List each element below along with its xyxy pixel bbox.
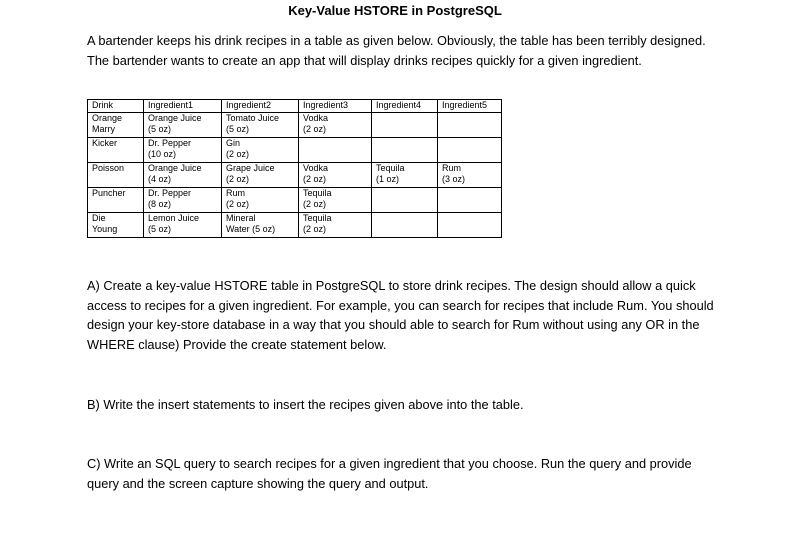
table-cell xyxy=(372,138,438,163)
table-cell xyxy=(372,113,438,138)
cell-text: Vodka xyxy=(303,163,329,173)
cell-text: Poisson xyxy=(92,163,125,173)
table-cell xyxy=(438,113,502,138)
cell-text: Grape Juice xyxy=(226,163,275,173)
table-cell xyxy=(299,213,372,238)
cell-text: Dr. Pepper xyxy=(148,188,192,198)
cell-text: Young xyxy=(92,224,118,234)
cell-text: (10 oz) xyxy=(148,149,177,159)
table-cell xyxy=(222,213,299,238)
header-cell: Drink xyxy=(88,100,144,113)
cell-text: (2 oz) xyxy=(303,224,327,234)
cell-text: Tequila xyxy=(303,188,332,198)
question-a: A) Create a key-value HSTORE table in PostgreSQL to store drink recipes. The design should allow a quick access to recipes for a given ingredient. For example, you can search for recipes that include Rum. You should design your key-store database in a way that you should able to search for Rum without using any OR in the WHERE clause) Provide the create statement below. xyxy=(87,278,714,352)
cell-text: Kicker xyxy=(92,138,118,148)
header-cell: Ingredient3 xyxy=(299,100,372,113)
cell-text: (2 oz) xyxy=(303,124,327,134)
cell-text: (5 oz) xyxy=(226,124,250,134)
cell-text: Tequila xyxy=(303,213,332,223)
question-b: B) Write the insert statements to insert the recipes given above into the table. xyxy=(87,397,524,412)
table-cell xyxy=(88,188,144,213)
table-cell xyxy=(438,163,502,188)
cell-text: Orange Juice xyxy=(148,163,202,173)
table-cell xyxy=(299,163,372,188)
header-cell: Ingredient2 xyxy=(222,100,299,113)
cell-text: (5 oz) xyxy=(148,224,172,234)
table-cell xyxy=(144,163,222,188)
table-cell xyxy=(299,138,372,163)
table-cell xyxy=(438,213,502,238)
table-cell xyxy=(88,163,144,188)
cell-text: (2 oz) xyxy=(303,199,327,209)
table-cell xyxy=(144,113,222,138)
table-header-row xyxy=(88,100,502,113)
cell-text: (4 oz) xyxy=(148,174,172,184)
cell-text: (5 oz) xyxy=(148,124,172,134)
cell-text: Orange Juice xyxy=(148,113,202,123)
table-row xyxy=(88,188,502,213)
cell-text: (1 oz) xyxy=(376,174,400,184)
cell-text: Tomato Juice xyxy=(226,113,280,123)
cell-text: Tequila xyxy=(376,163,405,173)
intro-paragraph: A bartender keeps his drink recipes in a table as given below. Obviously, the table has been terribly designed. The bartender wants to create an app that will display drinks recipes quickly for a given ingredient. xyxy=(87,33,706,68)
cell-text: Vodka xyxy=(303,113,329,123)
table-cell xyxy=(438,188,502,213)
table-cell xyxy=(222,188,299,213)
table-row xyxy=(88,163,502,188)
cell-text: (2 oz) xyxy=(226,199,250,209)
cell-text: Marry xyxy=(92,124,115,134)
cell-text: Rum xyxy=(226,188,246,198)
cell-text: Lemon Juice xyxy=(148,213,200,223)
page-title: Key-Value HSTORE in PostgreSQL xyxy=(288,3,502,18)
table-cell xyxy=(372,213,438,238)
table-cell xyxy=(222,113,299,138)
table-cell xyxy=(88,138,144,163)
cell-text: Dr. Pepper xyxy=(148,138,192,148)
header-cell: Ingredient1 xyxy=(144,100,222,113)
cell-text: (2 oz) xyxy=(226,149,250,159)
cell-text: (8 oz) xyxy=(148,199,172,209)
table-row xyxy=(88,138,502,163)
table-cell xyxy=(144,213,222,238)
cell-text: Die xyxy=(92,213,106,223)
table-row xyxy=(88,213,502,238)
table-cell xyxy=(372,188,438,213)
table-cell xyxy=(299,188,372,213)
table-cell xyxy=(222,138,299,163)
cell-text: Rum xyxy=(442,163,462,173)
table-cell xyxy=(144,138,222,163)
recipes-table xyxy=(87,99,502,238)
header-cell: Ingredient4 xyxy=(372,100,438,113)
header-cell: Ingredient5 xyxy=(438,100,502,113)
cell-text: Water (5 oz) xyxy=(226,224,276,234)
table-cell xyxy=(88,213,144,238)
table-cell xyxy=(438,138,502,163)
table-cell xyxy=(222,163,299,188)
cell-text: Mineral xyxy=(226,213,256,223)
cell-text: (2 oz) xyxy=(303,174,327,184)
question-c: C) Write an SQL query to search recipes for a given ingredient that you choose. Run the query and provide query and the screen capture showing the query and output. xyxy=(87,456,692,491)
cell-text: Gin xyxy=(226,138,241,148)
cell-text: Puncher xyxy=(92,188,126,198)
cell-text: (3 oz) xyxy=(442,174,466,184)
cell-text: (2 oz) xyxy=(226,174,250,184)
table-row xyxy=(88,113,502,138)
table-cell xyxy=(144,188,222,213)
cell-text: Orange xyxy=(92,113,123,123)
table-cell xyxy=(299,113,372,138)
table-cell xyxy=(372,163,438,188)
table-cell xyxy=(88,113,144,138)
